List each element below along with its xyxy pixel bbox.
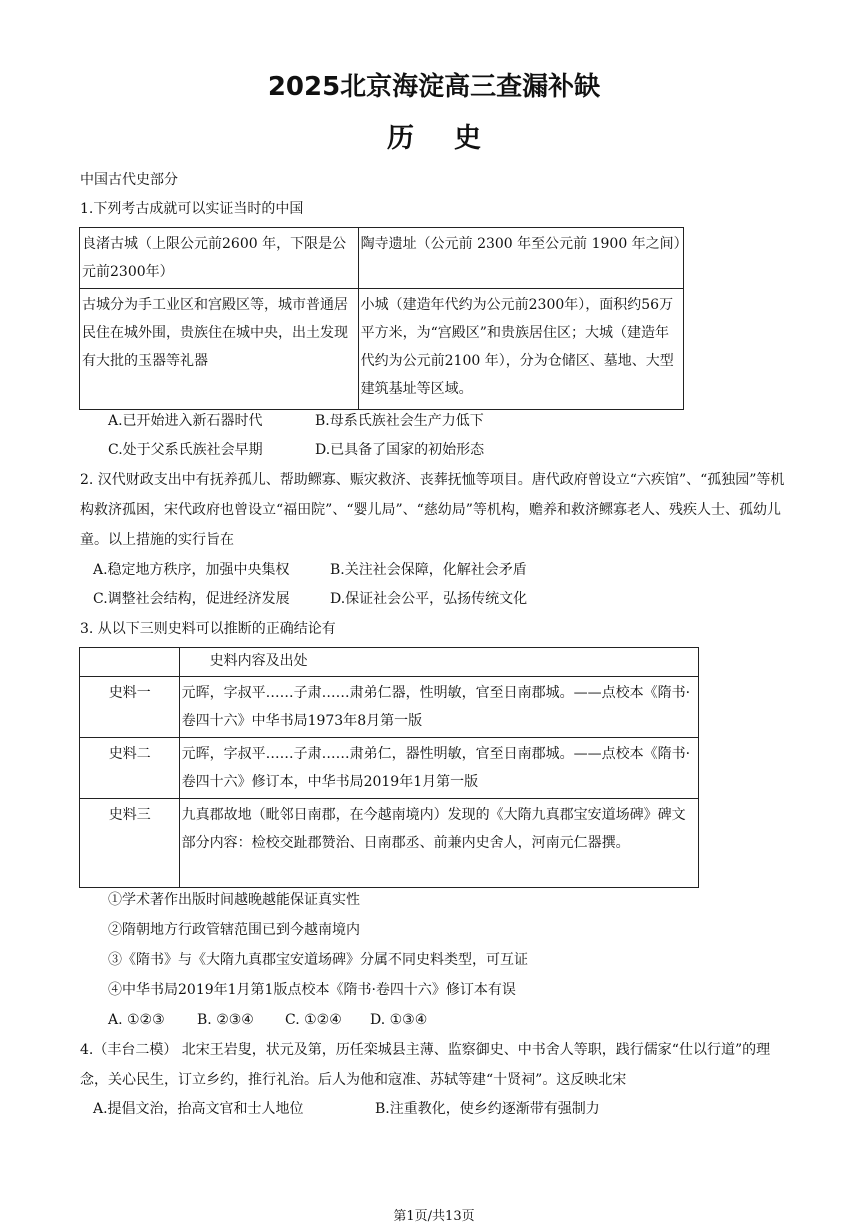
page-footer: 第1页/共13页 — [393, 1209, 475, 1224]
q3-statement: ③《隋书》与《大隋九真郡宝安道场碑》分属不同史料类型，可互证 — [108, 952, 528, 968]
section-heading: 中国古代史部分 — [80, 172, 178, 188]
q3-option-b: B. ②③④ — [197, 1012, 254, 1028]
q4-option-b: B.注重教化，使乡约逐渐带有强制力 — [375, 1101, 600, 1117]
q3-row-label: 史料一 — [80, 677, 180, 738]
q3-row-content: 元晖，字叔平……子肃……肃弟仁器，性明敏，官至日南郡城。——点校本《隋书·卷四十六》中华书局1973年8月第一版 — [179, 677, 698, 738]
q3-table — [79, 647, 699, 888]
q1-option-d: D.已具备了国家的初始形态 — [315, 442, 485, 458]
q3-statement: ②隋朝地方行政管辖范围已到今越南境内 — [108, 922, 360, 938]
q1-cell-liangzhu-title: 良渚古城（上限公元前2600 年，下限是公元前2300年） — [80, 228, 359, 289]
q4-option-a: A.提倡文治，抬高文官和士人地位 — [93, 1101, 304, 1117]
q3-stem: 3. 从以下三则史料可以推断的正确结论有 — [80, 621, 336, 637]
q2-option-a: A.稳定地方秩序，加强中央集权 — [93, 562, 290, 578]
q3-row-content: 九真郡故地（毗邻日南郡，在今越南境内）发现的《大隋九真郡宝安道场碑》碑文部分内容：检校交趾郡赞治、日南郡丞、前兼内史舍人，河南元仁器撰。 — [179, 799, 698, 888]
q1-option-a: A.已开始进入新石器时代 — [108, 413, 263, 429]
q2-option-b: B.关注社会保障，化解社会矛盾 — [330, 562, 527, 578]
q3-row-content: 元晖，字叔平……子肃……肃弟仁，器性明敏，官至日南郡城。——点校本《隋书·卷四十六》修订本，中华书局2019年1月第一版 — [179, 738, 698, 799]
q1-cell-taosi-title: 陶寺遗址（公元前 2300 年至公元前 1900 年之间） — [358, 228, 683, 289]
q3-header: 史料内容及出处 — [179, 648, 698, 677]
q1-cell-taosi-desc: 小城（建造年代约为公元前2300年），面积约56万平方米，为“宫殿区”和贵族居住区；大城（建造年代约为公元前2100 年），分为仓储区、墓地、大型建筑基址等区域。 — [358, 289, 683, 410]
q1-stem: 1.下列考古成就可以实证当时的中国 — [80, 201, 304, 217]
q3-statement: ④中华书局2019年1月第1版点校本《隋书·卷四十六》修订本有误 — [108, 982, 516, 998]
q3-row-label: 史料二 — [80, 738, 180, 799]
q3-option-a: A. ①②③ — [108, 1012, 165, 1028]
q2-option-d: D.保证社会公平，弘扬传统文化 — [330, 591, 528, 607]
q3-option-d: D. ①③④ — [370, 1012, 428, 1028]
q3-statement: ①学术著作出版时间越晚越能保证真实性 — [108, 892, 360, 908]
q3-option-c: C. ①②④ — [285, 1012, 342, 1028]
q2-stem: 2. 汉代财政支出中有抚养孤儿、帮助鳏寡、赈灾救济、丧葬抚恤等项目。唐代政府曾设立“六疾馆”、“孤独园”等机构救济孤困，宋代政府也曾设立“福田院”、“婴儿局”、“慈幼局”等机构，赡养和救济鳏寡老人、残疾人士、孤幼儿童。以上措施的实行旨在 — [80, 472, 785, 548]
q1-option-c: C.处于父系氏族社会早期 — [108, 442, 263, 458]
subject-title: 历史 — [387, 123, 521, 154]
q2-option-c: C.调整社会结构，促进经济发展 — [93, 591, 290, 607]
page-title: 2025北京海淀高三查漏补缺 — [267, 72, 601, 102]
q3-header-blank — [80, 648, 180, 677]
q1-table — [79, 227, 688, 410]
q1-cell-liangzhu-desc: 古城分为手工业区和宫殿区等，城市普通居民住在城外围，贵族住在城中央，出土发现有大批的玉器等礼器 — [80, 289, 359, 410]
q3-row-label: 史料三 — [80, 799, 180, 888]
q4-stem: 4.（丰台二模） 北宋王岩叟，状元及第，历任栾城县主薄、监察御史、中书舍人等职，践行儒家“仕以行道”的理念，关心民生，订立乡约，推行礼治。后人为他和寇准、苏轼等建“十贤祠”。这反映北宋 — [80, 1042, 771, 1088]
q1-option-b: B.母系氏族社会生产力低下 — [315, 413, 484, 429]
